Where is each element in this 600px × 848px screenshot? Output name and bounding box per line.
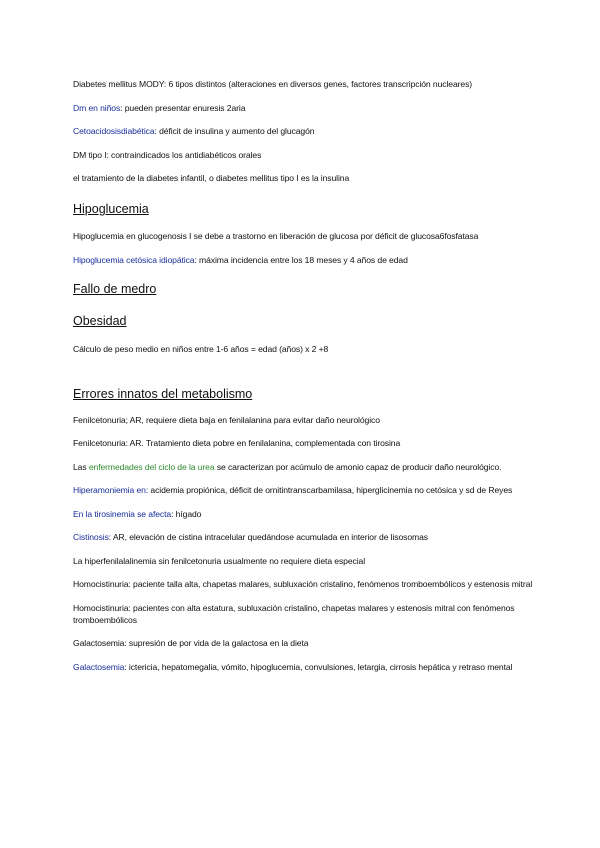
paragraph-ciclo-urea	[73, 461, 535, 473]
term-label: Hipoglucemia cetósica idiopática	[73, 254, 195, 265]
paragraph-dm-ninos	[73, 102, 535, 114]
paragraph-text: Galactosemia: supresión de por vida de la galactosa en la dieta	[73, 638, 309, 648]
paragraph-text: DM tipo I: contraindicados los antidiabéticos orales	[73, 149, 262, 160]
heading-obesidad: Obesidad	[73, 313, 127, 328]
paragraph-cetoacidosis	[73, 125, 535, 137]
paragraph-dm-tipo-1	[73, 149, 535, 161]
paragraph-text: : hígado	[171, 508, 202, 519]
paragraph-hiperamoniemia	[73, 484, 535, 496]
paragraph-cistinosis	[73, 531, 535, 543]
heading-hipoglucemia: Hipoglucemia	[73, 202, 149, 216]
term-label: En la tirosinemia se afecta	[73, 508, 172, 519]
paragraph-text: se caracterizan por acúmulo de amonio capaz de producir daño neurológico.	[214, 461, 502, 472]
paragraph-galactosemia-1	[73, 637, 535, 649]
paragraph-homocistinuria-1	[73, 578, 535, 590]
paragraph-text: : pueden presentar enuresis 2aria	[120, 102, 246, 113]
term-label: Dm en niños	[73, 102, 121, 113]
heading-fallo-de-medro: Fallo de medro	[73, 281, 157, 296]
paragraph-text: Diabetes mellitus MODY: 6 tipos distintos (alteraciones en diversos genes, factores transcripción nucleares)	[73, 79, 473, 89]
paragraph-text: La hiperfenilalalinemia sin fenilcetonuria usualmente no requiere dieta especial	[73, 555, 366, 566]
paragraph-text: acidemia propiónica, déficit de ornitintranscarbamilasa, hiperglicinemia no cetósica y sd de Reyes	[148, 485, 513, 495]
paragraph-text: Fenilcetonuria; AR, requiere dieta baja en fenilalanina para evitar daño neurológico	[73, 414, 380, 425]
paragraph-hipoglucemia-cetosica	[73, 254, 535, 266]
paragraph-tirosinemia	[73, 508, 535, 520]
paragraph-text: : ictericia, hepatomegalia, vómito, hipoglucemia, convulsiones, letargia, cirrosis hepática y retraso mental	[124, 661, 513, 672]
paragraph-text: : AR, elevación de cistina intracelular quedándose acumulada en interior de lisosomas	[108, 532, 428, 542]
term-label: enfermedades del ciclo de la urea	[88, 461, 215, 472]
paragraph-tratamiento	[73, 172, 535, 184]
term-label: Cetoacidosisdiabética	[73, 126, 155, 136]
paragraph-fenilcetonuria-1	[73, 414, 535, 426]
paragraph-text: Cálculo de peso medio en niños entre 1-6 años = edad (años) x 2 +8	[73, 343, 329, 354]
heading-errores-innatos: Errores innatos del metabolismo	[73, 386, 253, 401]
paragraph-hiperfenilalalinemia	[73, 555, 535, 567]
paragraph-prefix: Las	[73, 461, 89, 472]
paragraph-galactosemia-2	[73, 661, 535, 673]
term-label: Galactosemia	[73, 661, 125, 672]
paragraph-text: el tratamiento de la diabetes infantil, o diabetes mellitus tipo I es la insulina	[73, 173, 350, 183]
paragraph-text: : máxima incidencia entre los 18 meses y 4 años de edad	[194, 254, 408, 265]
paragraph-fenilcetonuria-2	[73, 437, 535, 449]
paragraph-text: Homocistinuria: pacientes con alta estatura, subluxación cristalino, chapetas malares y estenosis mitral con fenómenos tromboembólicos	[73, 602, 515, 625]
paragraph-mody	[73, 78, 535, 90]
paragraph-text: Hipoglucemia en glucogenosis I se debe a trastorno en liberación de glucosa por déficit de glucosa6fosfatasa	[73, 231, 479, 241]
paragraph-text: Homocistinuria: paciente talla alta, chapetas malares, subluxación cristalino, fenómenos tromboembólicos y estenosis mitral	[73, 579, 533, 589]
paragraph-calculo-peso	[73, 343, 535, 355]
paragraph-glucogenosis	[73, 230, 535, 242]
document-body	[73, 78, 535, 684]
term-label: Cistinosis	[73, 532, 109, 542]
paragraph-text: Fenilcetonuria: AR. Tratamiento dieta pobre en fenilalanina, complementada con tirosina	[73, 438, 401, 448]
term-label: Hiperamoniemia en:	[73, 485, 149, 495]
paragraph-homocistinuria-2	[73, 602, 535, 626]
paragraph-text: : déficit de insulina y aumento del glucagón	[154, 126, 315, 136]
